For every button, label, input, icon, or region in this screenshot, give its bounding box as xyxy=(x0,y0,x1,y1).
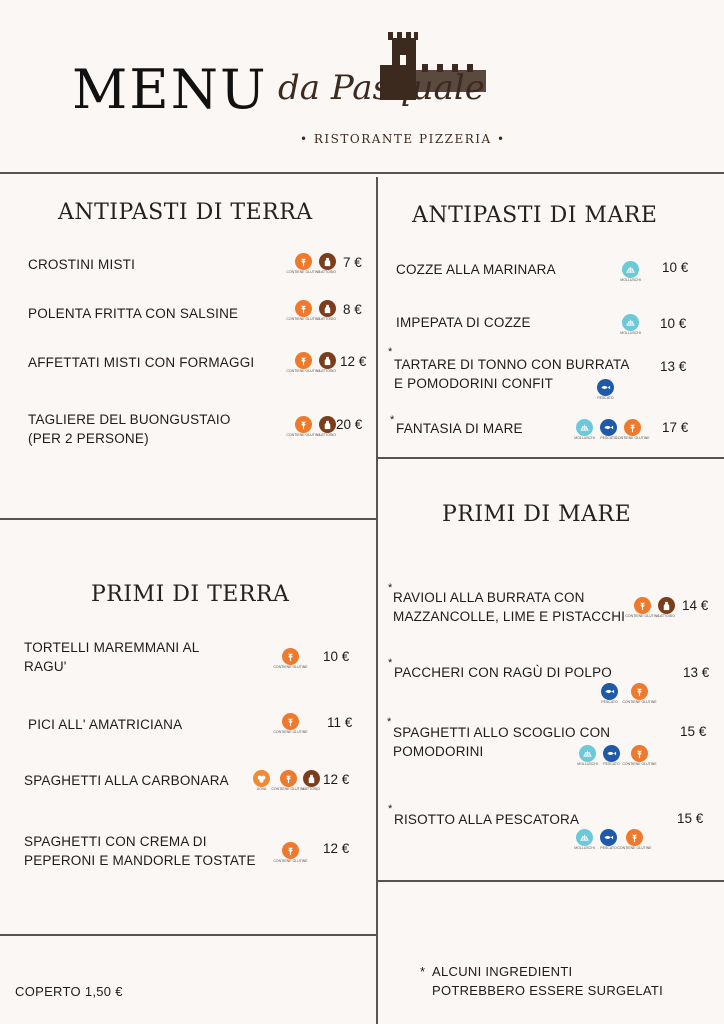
divider xyxy=(376,177,378,1024)
menu-item-name: COZZE ALLA MARINARA xyxy=(396,262,556,277)
gluten-icon: CONTIENE GLUTINE xyxy=(295,253,312,270)
section-title-antipasti-terra: ANTIPASTI DI TERRA xyxy=(58,200,313,225)
menu-item-name-line2: (PER 2 PERSONE) xyxy=(28,431,149,446)
shell-icon: MOLLUSCHI xyxy=(622,261,639,278)
egg-icon: UOVA xyxy=(253,770,270,787)
menu-item-name: TAGLIERE DEL BUONGUSTAIO xyxy=(28,412,231,427)
menu-item-name: FANTASIA DI MARE xyxy=(396,421,523,436)
asterisk: * xyxy=(387,716,392,728)
coperto-text: COPERTO 1,50 € xyxy=(15,984,123,999)
menu-item-price: 11 € xyxy=(327,715,353,730)
menu-item-name: RAVIOLI ALLA BURRATA CON xyxy=(393,590,585,605)
menu-item-name: SPAGHETTI ALLA CARBONARA xyxy=(24,773,229,788)
menu-item-price: 15 € xyxy=(680,724,707,739)
menu-item-name-line2: RAGU' xyxy=(24,659,67,674)
menu-item-price: 13 € xyxy=(683,665,710,680)
shell-icon: MOLLUSCHI xyxy=(579,745,596,762)
gluten-icon: CONTIENE GLUTINE xyxy=(295,352,312,369)
note-line1: ALCUNI INGREDIENTI xyxy=(432,964,573,979)
menu-item-price: 7 € xyxy=(343,255,362,270)
milk-icon: LATTOSIO xyxy=(319,352,336,369)
menu-item-price: 13 € xyxy=(660,359,687,374)
menu-item-price: 15 € xyxy=(677,811,704,826)
menu-item-price: 10 € xyxy=(662,260,689,275)
asterisk: * xyxy=(420,964,426,979)
gluten-icon: CONTIENE GLUTINE xyxy=(631,745,648,762)
gluten-icon: CONTIENE GLUTINE xyxy=(634,597,651,614)
menu-item-name: TARTARE DI TONNO CON BURRATA xyxy=(394,357,630,372)
menu-item-name: POLENTA FRITTA CON SALSINE xyxy=(28,306,239,321)
menu-item-price: 17 € xyxy=(662,420,689,435)
milk-icon: LATTOSIO xyxy=(319,416,336,433)
shell-icon: MOLLUSCHI xyxy=(576,419,593,436)
milk-icon: LATTOSIO xyxy=(319,300,336,317)
menu-item-price: 10 € xyxy=(660,316,687,331)
gluten-icon: CONTIENE GLUTINE xyxy=(626,829,643,846)
menu-item-name: PACCHERI CON RAGÙ DI POLPO xyxy=(394,665,612,680)
asterisk: * xyxy=(388,803,393,815)
menu-item-price: 12 € xyxy=(323,841,350,856)
asterisk: * xyxy=(388,582,393,594)
fish-icon: PESCATO xyxy=(600,829,617,846)
asterisk: * xyxy=(390,414,395,426)
menu-item-name: AFFETTATI MISTI CON FORMAGGI xyxy=(28,355,255,370)
fish-icon: PESCATO xyxy=(601,683,618,700)
fish-icon: PESCATO xyxy=(597,379,614,396)
menu-item-name: RISOTTO ALLA PESCATORA xyxy=(394,812,580,827)
milk-icon: LATTOSIO xyxy=(303,770,320,787)
menu-item-price: 14 € xyxy=(682,598,709,613)
logo-subtitle: • RISTORANTE PIZZERIA • xyxy=(300,132,506,146)
menu-item-price: 20 € xyxy=(336,417,363,432)
divider xyxy=(0,172,724,174)
gluten-icon: CONTIENE GLUTINE xyxy=(282,648,299,665)
asterisk: * xyxy=(388,346,393,358)
note-line2: POTREBBERO ESSERE SURGELATI xyxy=(432,983,664,998)
logo-script: da Pasquale xyxy=(278,68,485,108)
menu-item-price: 10 € xyxy=(323,649,350,664)
menu-item-name-line2: PEPERONI E MANDORLE TOSTATE xyxy=(24,853,256,868)
milk-icon: LATTOSIO xyxy=(658,597,675,614)
fish-icon: PESCATO xyxy=(600,419,617,436)
shell-icon: MOLLUSCHI xyxy=(576,829,593,846)
section-title-antipasti-mare: ANTIPASTI DI MARE xyxy=(412,203,658,228)
menu-item-price: 12 € xyxy=(323,772,350,787)
menu-item-name: IMPEPATA DI COZZE xyxy=(396,315,531,330)
asterisk: * xyxy=(388,657,393,669)
milk-icon: LATTOSIO xyxy=(319,253,336,270)
section-title-primi-terra: PRIMI DI TERRA xyxy=(91,582,290,607)
gluten-icon: CONTIENE GLUTINE xyxy=(295,300,312,317)
menu-item-name-line2: POMODORINI xyxy=(393,744,484,759)
gluten-icon: CONTIENE GLUTINE xyxy=(280,770,297,787)
menu-item-name-line2: MAZZANCOLLE, LIME E PISTACCHI xyxy=(393,609,626,624)
menu-item-name-line2: E POMODORINI CONFIT xyxy=(394,376,554,391)
gluten-icon: CONTIENE GLUTINE xyxy=(282,842,299,859)
divider xyxy=(0,518,376,520)
menu-item-price: 12 € xyxy=(340,354,367,369)
shell-icon: MOLLUSCHI xyxy=(622,314,639,331)
divider xyxy=(376,880,724,882)
menu-item-name: PICI ALL' AMATRICIANA xyxy=(28,717,183,732)
menu-item-name: SPAGHETTI ALLO SCOGLIO CON xyxy=(393,725,611,740)
gluten-icon: CONTIENE GLUTINE xyxy=(624,419,641,436)
menu-item-name: CROSTINI MISTI xyxy=(28,257,136,272)
menu-title: MENU xyxy=(72,58,268,121)
gluten-icon: CONTIENE GLUTINE xyxy=(295,416,312,433)
fish-icon: PESCATO xyxy=(603,745,620,762)
gluten-icon: CONTIENE GLUTINE xyxy=(282,713,299,730)
menu-item-name: SPAGHETTI CON CREMA DI xyxy=(24,834,207,849)
menu-item-price: 8 € xyxy=(343,302,362,317)
gluten-icon: CONTIENE GLUTINE xyxy=(631,683,648,700)
divider xyxy=(0,934,376,936)
menu-item-name: TORTELLI MAREMMANI AL xyxy=(24,640,200,655)
section-title-primi-mare: PRIMI DI MARE xyxy=(442,502,632,527)
divider xyxy=(376,457,724,459)
